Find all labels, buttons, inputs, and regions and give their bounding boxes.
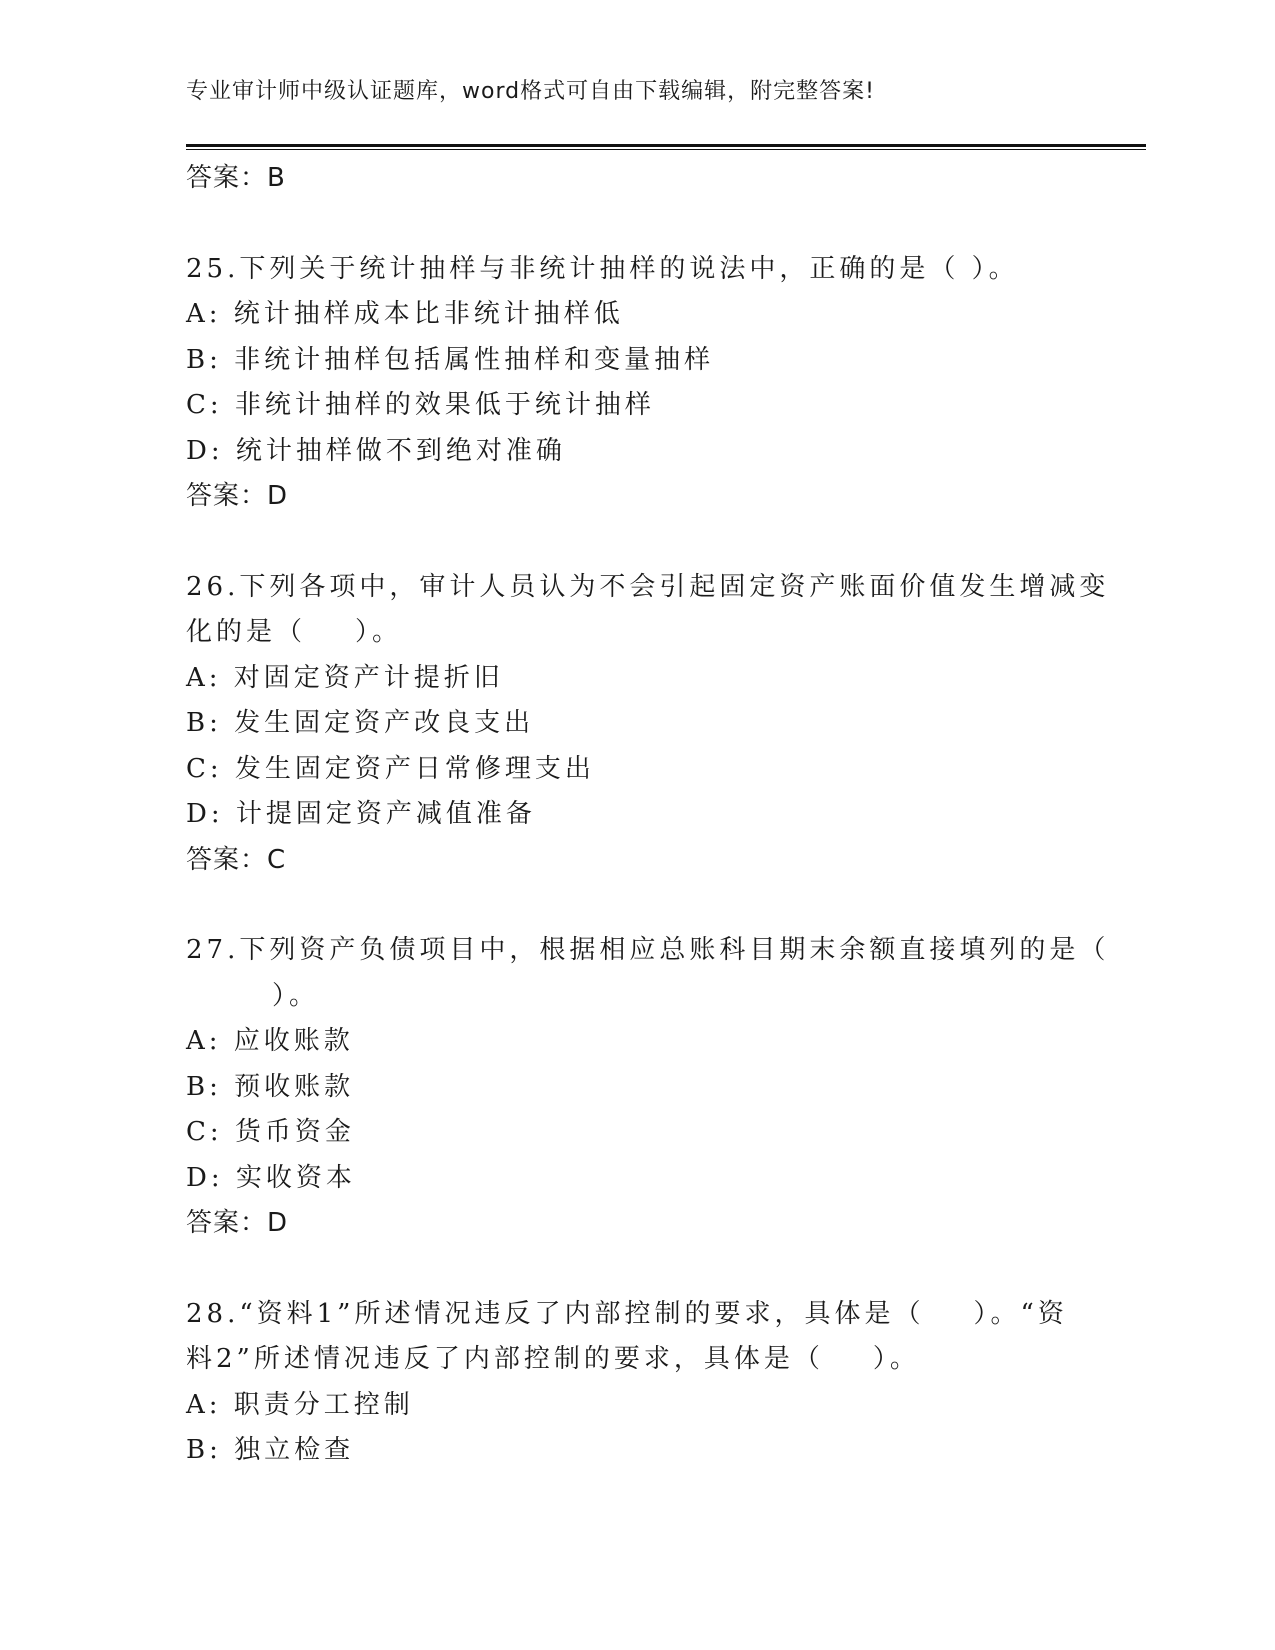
answer: 答案：D xyxy=(186,1208,289,1238)
option-a: A: 职责分工控制 xyxy=(186,1389,414,1420)
question-28 xyxy=(186,1292,1086,1474)
option-b: B: 预收账款 xyxy=(186,1071,355,1102)
header-rule-thick xyxy=(186,144,1146,147)
question-stem-continued: 化的是（ ）。 xyxy=(186,617,403,647)
question-stem-continued: ）。 xyxy=(272,980,320,1011)
option-b: B: 发生固定资产改良支出 xyxy=(186,708,535,738)
option-c: C: 发生固定资产日常修理支出 xyxy=(186,753,595,784)
option-b: B: 非统计抽样包括属性抽样和变量抽样 xyxy=(186,344,715,375)
question-stem: 25.下列关于统计抽样与非统计抽样的说法中，正确的是（ ）。 xyxy=(186,253,1019,284)
option-a: A: 对固定资产计提折旧 xyxy=(186,662,504,693)
answer: 答案：D xyxy=(186,481,289,511)
question-25 xyxy=(186,247,1086,520)
option-c: C: 货币资金 xyxy=(186,1117,355,1147)
option-d: D: 计提固定资产减值准备 xyxy=(186,799,536,829)
previous-answer: 答案：B xyxy=(186,163,286,193)
question-stem: 28.“资料1”所述情况违反了内部控制的要求，具体是（ ）。“资 xyxy=(186,1298,1068,1329)
option-b: B: 独立检查 xyxy=(186,1435,355,1465)
question-stem-continued: 料2”所述情况违反了内部控制的要求，具体是（ ）。 xyxy=(186,1344,920,1374)
option-a: A: 应收账款 xyxy=(186,1026,354,1056)
option-a: A: 统计抽样成本比非统计抽样低 xyxy=(186,299,624,329)
answer: 答案：C xyxy=(186,844,287,875)
question-stem: 27.下列资产负债项目中，根据相应总账科目期末余额直接填列的是（ xyxy=(186,935,1110,965)
page-header: 专业审计师中级认证题库，word格式可自由下载编辑，附完整答案! xyxy=(186,79,875,104)
document-body xyxy=(186,156,1110,1474)
question-26 xyxy=(186,565,1110,884)
option-c: C: 非统计抽样的效果低于统计抽样 xyxy=(186,390,655,420)
option-d: D: 统计抽样做不到绝对准确 xyxy=(186,435,566,466)
option-d: D: 实收资本 xyxy=(186,1162,356,1193)
question-27 xyxy=(186,928,1110,1247)
question-stem: 26.下列各项中，审计人员认为不会引起固定资产账面价值发生增减变 xyxy=(186,571,1110,602)
header-rule-thin xyxy=(186,149,1146,150)
